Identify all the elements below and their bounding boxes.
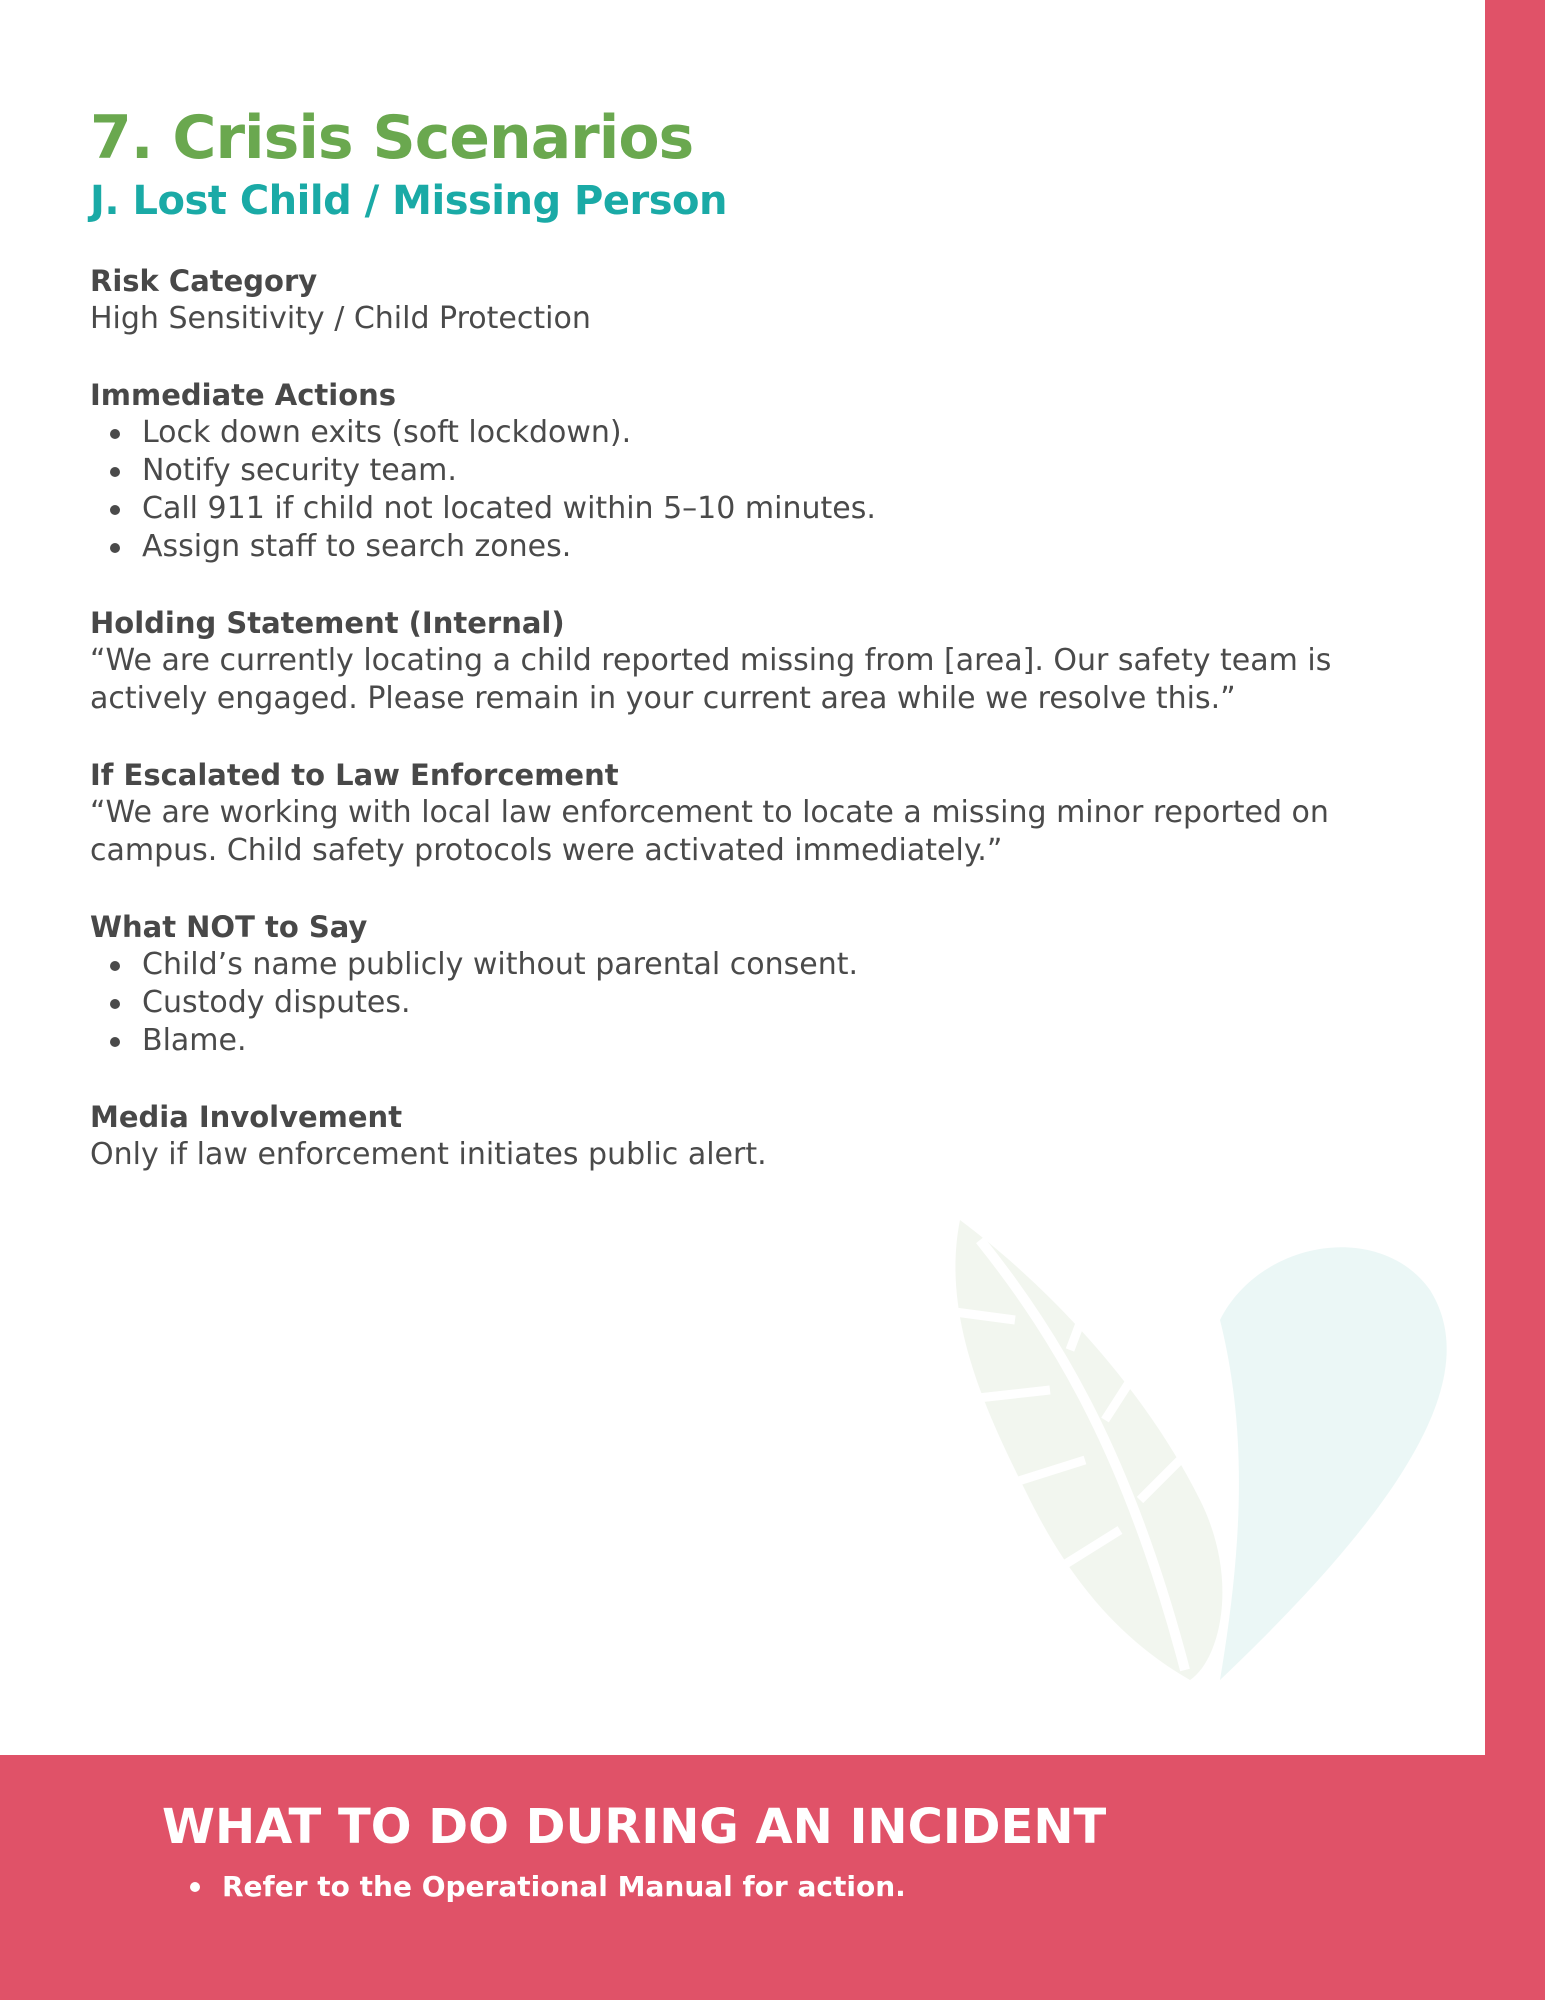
footer-list bbox=[222, 1867, 906, 1907]
holding-statement-heading: Holding Statement (Internal) bbox=[90, 606, 565, 640]
list-item: Assign staff to search zones. bbox=[142, 528, 1390, 566]
law-enforcement-section bbox=[90, 756, 1390, 870]
what-not-to-say-heading: What NOT to Say bbox=[90, 910, 368, 944]
list-item: Child’s name publicly without parental consent. bbox=[142, 946, 1390, 984]
list-item: Lock down exits (soft lockdown). bbox=[142, 414, 1390, 452]
law-enforcement-body: “We are working with local law enforcement to locate a missing minor reported on campus. Child safety protocols were activated immediately.” bbox=[90, 795, 1329, 868]
risk-category-heading: Risk Category bbox=[90, 264, 318, 298]
leaf-heart-watermark-icon bbox=[920, 1200, 1480, 1700]
holding-statement-body: “We are currently locating a child reported missing from [area]. Our safety team is actively engaged. Please remain in your current area while we resolve this.” bbox=[90, 643, 1332, 716]
holding-statement-section bbox=[90, 604, 1390, 718]
main-content bbox=[90, 102, 1390, 1174]
immediate-actions-section bbox=[90, 376, 1390, 566]
list-item: Refer to the Operational Manual for action. bbox=[222, 1867, 906, 1907]
immediate-actions-heading: Immediate Actions bbox=[90, 378, 397, 412]
risk-category-section bbox=[90, 262, 1390, 338]
risk-category-body: High Sensitivity / Child Protection bbox=[90, 301, 591, 336]
what-not-to-say-section bbox=[90, 908, 1390, 1060]
list-item: Custody disputes. bbox=[142, 984, 1390, 1022]
list-item: Call 911 if child not located within 5–10 minutes. bbox=[142, 490, 1390, 528]
footer-banner bbox=[0, 1755, 1545, 2000]
list-item: Blame. bbox=[142, 1022, 1390, 1060]
immediate-actions-list bbox=[90, 414, 1390, 566]
page-title: 7. Crisis Scenarios bbox=[90, 103, 694, 173]
what-not-to-say-list bbox=[90, 946, 1390, 1060]
footer-heading: WHAT TO DO DURING AN INCIDENT bbox=[162, 1799, 1107, 1855]
media-involvement-body: Only if law enforcement initiates public alert. bbox=[90, 1137, 767, 1172]
side-accent-bar bbox=[1485, 0, 1545, 2000]
page-subtitle: J. Lost Child / Missing Person bbox=[90, 178, 727, 224]
media-involvement-heading: Media Involvement bbox=[90, 1100, 403, 1134]
law-enforcement-heading: If Escalated to Law Enforcement bbox=[90, 758, 619, 792]
list-item: Notify security team. bbox=[142, 452, 1390, 490]
media-involvement-section bbox=[90, 1098, 1390, 1174]
